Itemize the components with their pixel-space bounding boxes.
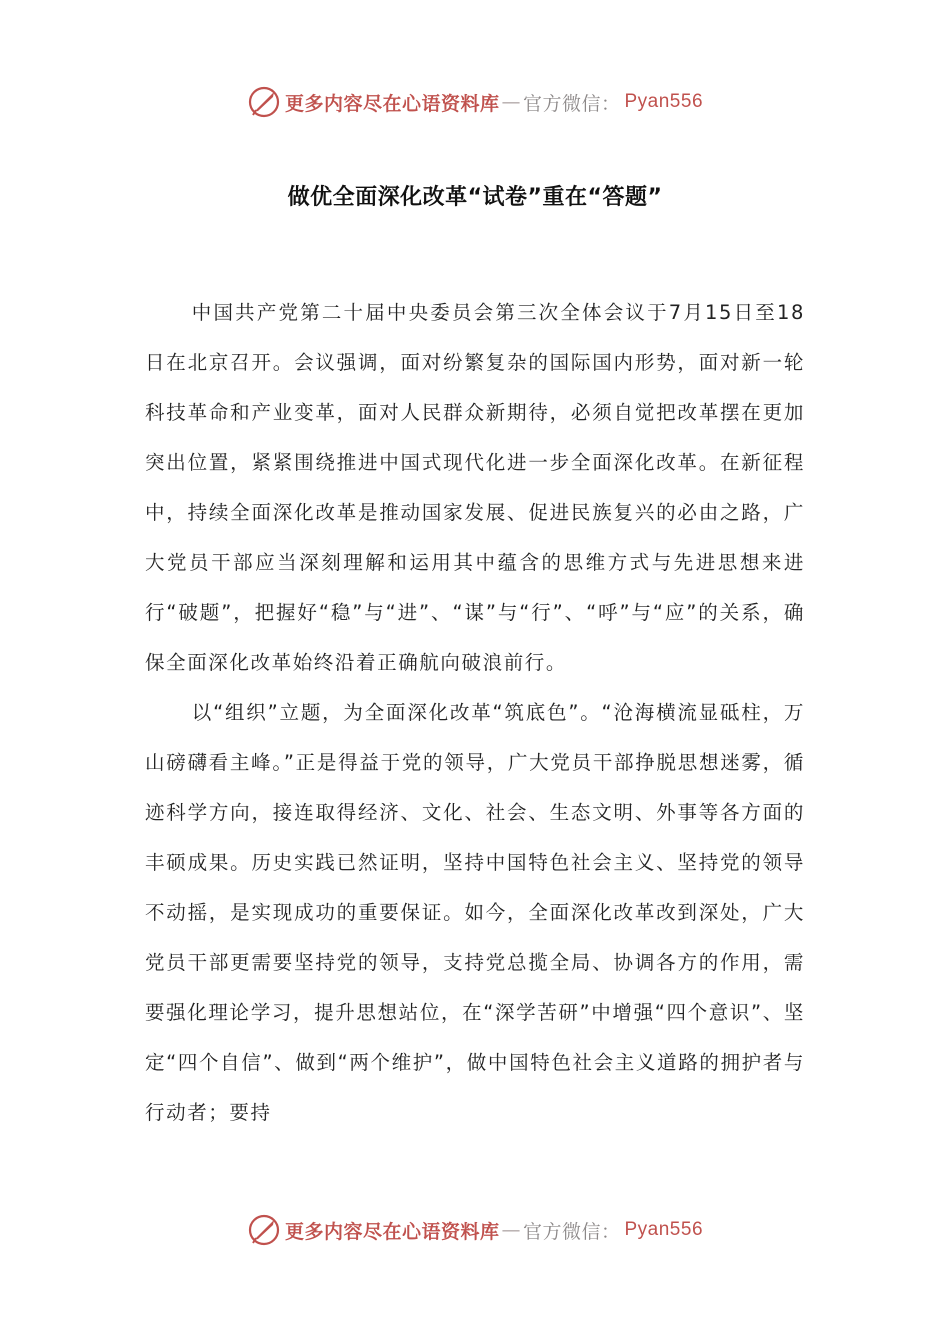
watermark-official-label: 官方微信： [522, 92, 621, 115]
document-body [145, 288, 805, 1138]
quill-pen-logo-icon [247, 1213, 281, 1247]
paragraph: 以“组织”立题，为全面深化改革“筑底色”。“沧海横流显砥柱，万山磅礴看主峰。”正是得益于党的领导，广大党员干部挣脱思想迷雾，循迹科学方向，接连取得经济、文化、社会、生态文明、外事等各方面的丰硕成果。历史实践已然证明，坚持中国特色社会主义、坚持党的领导不动摇，是实现成功的重要保证。如今，全面深化改革改到深处，广大党员干部更需要坚持党的领导，支持党总揽全局、协调各方的作用，需要强化理论学习，提升思想站位，在“深学苦研”中增强“四个意识”、坚定“四个自信”、做到“两个维护”，做中国特色社会主义道路的拥护者与行动者；要持 [145, 701, 805, 1124]
watermark-brand: 更多内容尽在心语资料库 [284, 1220, 500, 1243]
paragraph: 中国共产党第二十届中央委员会第三次全体会议于7月15日至18日在北京召开。会议强调，面对纷繁复杂的国际国内形势，面对新一轮科技革命和产业变革，面对人民群众新期待，必须自觉把改革摆在更加突出位置，紧紧围绕推进中国式现代化进一步全面深化改革。在新征程中，持续全面深化改革是推动国家发展、促进民族复兴的必由之路，广大党员干部应当深刻理解和运用其中蕴含的思维方式与先进思想来进行“破题”，把握好“稳”与“进”、“谋”与“行”、“呼”与“应”的关系，确保全面深化改革始终沿着正确航向破浪前行。 [145, 301, 805, 674]
watermark-banner-top [0, 82, 950, 122]
quill-pen-logo-icon [247, 85, 281, 119]
watermark-separator: — [501, 1219, 521, 1241]
watermark-official-label: 官方微信： [522, 1220, 621, 1243]
watermark-wechat-id: Pyan556 [624, 1219, 704, 1240]
document-title: 做优全面深化改革“试卷”重在“答题” [287, 185, 663, 210]
watermark-banner-bottom [0, 1210, 950, 1250]
watermark-separator: — [501, 91, 521, 113]
watermark-brand: 更多内容尽在心语资料库 [284, 92, 500, 115]
watermark-wechat-id: Pyan556 [624, 91, 704, 112]
